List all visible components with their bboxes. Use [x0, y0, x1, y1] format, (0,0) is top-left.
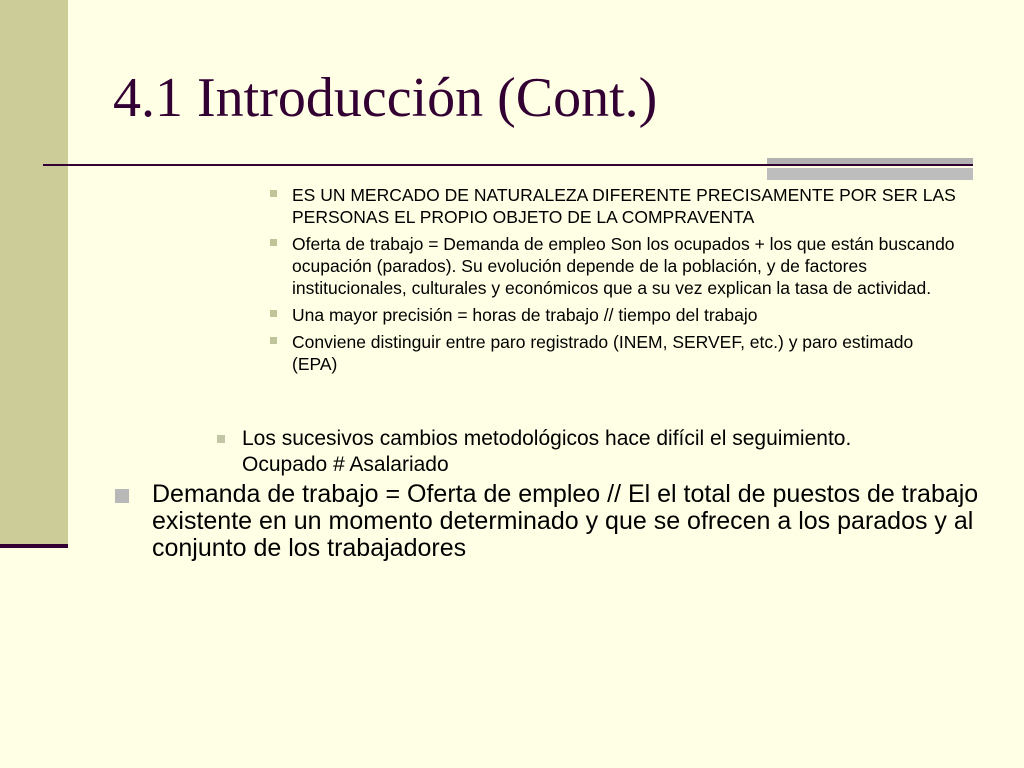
- corner-accent-bar-bottom: [767, 168, 973, 180]
- slide-title: 4.1 Introducción (Cont.): [113, 67, 658, 129]
- square-bullet-icon: [270, 190, 277, 197]
- list-item: [292, 184, 962, 228]
- square-bullet-icon: [115, 489, 129, 503]
- square-bullet-icon: [217, 435, 225, 443]
- list-item: [152, 481, 1002, 562]
- square-bullet-icon: [270, 337, 277, 344]
- list-item-text: Los sucesivos cambios metodológicos hace difícil el seguimiento. Ocupado # Asalariado: [242, 427, 852, 476]
- list-item: [292, 233, 962, 299]
- level3-bullet-list: [292, 184, 962, 380]
- square-bullet-icon: [270, 239, 277, 246]
- level2-bullet-list: [242, 426, 942, 478]
- corner-accent-bar-top: [767, 158, 973, 164]
- list-item: [292, 331, 962, 375]
- list-item-text: Oferta de trabajo = Demanda de empleo Son los ocupados + los que están buscando ocupación (parados). Su evolución depende de la población, y de factores institucionales, culturales y económicos que a su vez explican la tasa de actividad.: [292, 234, 955, 298]
- title-divider: [43, 164, 973, 166]
- side-decoration-band: [0, 0, 68, 545]
- list-item-text: ES UN MERCADO DE NATURALEZA DIFERENTE PRECISAMENTE POR SER LAS PERSONAS EL PROPIO OBJETO DE LA COMPRAVENTA: [292, 185, 956, 227]
- square-bullet-icon: [270, 310, 277, 317]
- list-item-text: Una mayor precisión = horas de trabajo // tiempo del trabajo: [292, 305, 758, 325]
- list-item: [292, 304, 962, 326]
- level1-bullet-list: [152, 481, 1002, 562]
- list-item: [242, 426, 942, 478]
- list-item-text: Conviene distinguir entre paro registrado (INEM, SERVEF, etc.) y paro estimado (EPA): [292, 332, 914, 374]
- list-item-text: Demanda de trabajo = Oferta de empleo // El el total de puestos de trabajo existente en un momento determinado y que se ofrecen a los parados y al conjunto de los trabajadores: [152, 480, 979, 562]
- side-decoration-underline: [0, 544, 68, 548]
